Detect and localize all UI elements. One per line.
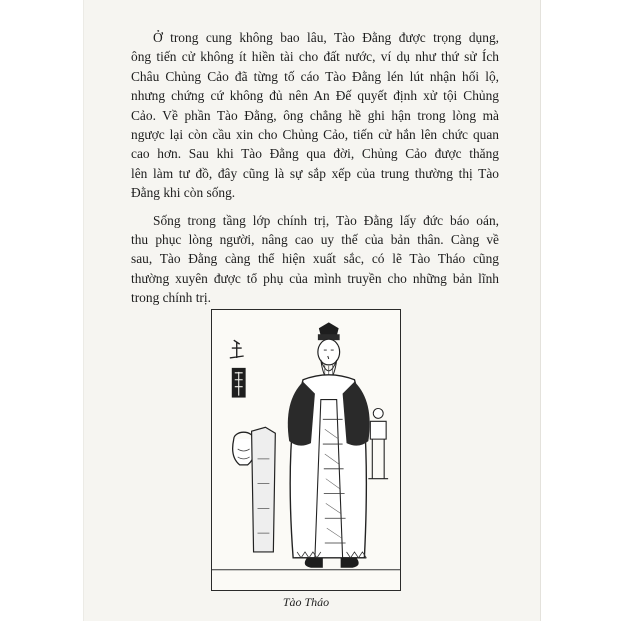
text-line: lên làm tư đồ, đây cũng là sự sắp xếp của trung thường thị Tào <box>131 165 499 181</box>
figure <box>288 322 370 567</box>
text-line: sau, Tào Đằng càng thể hiện xuất sắc, có lẽ Tào Tháo cũng <box>131 251 499 267</box>
text-line: ngược lại còn cầu xin cho Chủng Cảo, tiến cử hắn lên chức quan <box>131 127 499 143</box>
text-line: Cảo. Về phần Tào Đằng, ông chẳng hề ghi hận trong lòng mà <box>131 107 499 123</box>
portrait-drawing <box>212 310 400 590</box>
portrait-illustration <box>211 309 401 591</box>
text-line: Đằng khi còn sống. <box>131 185 236 201</box>
paragraph-1 <box>131 28 499 203</box>
text-line: Châu Chủng Cảo đã từng tố cáo Tào Đằng lén lút nhận hối lộ, <box>131 68 499 84</box>
text-line: trong chính trị. <box>131 290 211 306</box>
body-text <box>131 28 499 316</box>
text-line: Sống trong tầng lớp chính trị, Tào Đằng lấy đức báo oán, <box>153 212 499 228</box>
text-line: nhưng chứng cứ không đủ nên An Đế quyết định xử tội Chủng <box>131 88 499 104</box>
text-line: thường xuyên được tổ phụ của mình truyền cho những bản lĩnh <box>131 270 499 286</box>
signature-seal <box>230 340 246 397</box>
paragraph-2 <box>131 211 499 308</box>
text-line: cao hơn. Sau khi Tào Đằng qua đời, Chủng Cảo được thăng <box>131 146 499 162</box>
illustration-caption: Tào Tháo <box>282 595 330 609</box>
side-stand <box>252 427 276 552</box>
incense-stand <box>368 408 388 478</box>
text-line: Ở trong cung không bao lâu, Tào Đằng được trọng dụng, <box>153 30 499 45</box>
text-line: ông tiến cử không ít hiền tài cho đất nước, ví dụ như thứ sử Ích <box>131 49 499 65</box>
text-line: thu phục lòng người, nâng cao uy thế của bản thân. Càng về <box>131 232 499 248</box>
